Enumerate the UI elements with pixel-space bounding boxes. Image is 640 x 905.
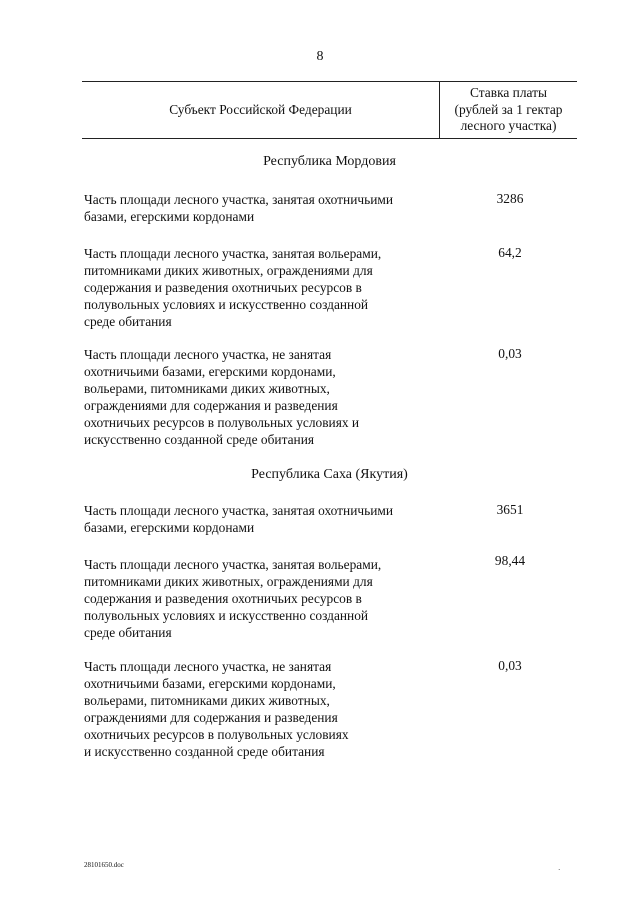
row-description-line: охотничьими базами, егерскими кордонами, [84, 676, 336, 691]
row-description-line: полувольных условиях и искусственно созданной [84, 608, 369, 623]
row-rate-value: 0,03 [498, 658, 522, 673]
column-header-subject: Субъект Российской Федерации [169, 102, 352, 117]
row-description-line: содержания и разведения охотничьих ресурсов в [84, 280, 362, 295]
row-description-line: питомниками диких животных, ограждениями для [84, 574, 373, 589]
row-description [84, 658, 444, 760]
row-description-line: питомниками диких животных, ограждениями для [84, 263, 373, 278]
row-description-line: охотничьими базами, егерскими кордонами, [84, 364, 336, 379]
footer-mark: · [558, 866, 561, 874]
column-header-rate [440, 85, 577, 135]
row-description [84, 346, 444, 448]
row-rate-value: 64,2 [498, 245, 522, 260]
region-heading: Республика Мордовия [263, 154, 396, 169]
row-description-line: и искусственно созданной среде обитания [84, 744, 325, 759]
row-description [84, 191, 444, 225]
row-description-line: Часть площади лесного участка, занятая охотничьими [84, 503, 394, 518]
row-rate-value: 3651 [496, 502, 524, 517]
row-description-line: полувольных условиях и искусственно созданной [84, 297, 369, 312]
footer-filename: 28101650.doc [84, 861, 124, 869]
row-description-line: вольерами, питомниками диких животных, [84, 693, 330, 708]
column-header-rate-line: Ставка платы [470, 85, 547, 100]
row-description-line: вольерами, питомниками диких животных, [84, 381, 330, 396]
row-description-line: ограждениями для содержания и разведения [84, 710, 338, 725]
row-rate-value: 98,44 [494, 553, 526, 568]
row-description [84, 245, 444, 330]
row-rate-value: 3286 [496, 191, 524, 206]
table-header-top-rule [82, 81, 577, 82]
row-description-line: среде обитания [84, 625, 172, 640]
row-description-line: содержания и разведения охотничьих ресурсов в [84, 591, 362, 606]
region-heading: Республика Саха (Якутия) [251, 467, 408, 482]
page-number: 8 [316, 49, 324, 64]
row-description-line: Часть площади лесного участка, не занятая [84, 347, 332, 362]
row-rate-value: 0,03 [498, 346, 522, 361]
row-description-line: Часть площади лесного участка, не занятая [84, 659, 332, 674]
row-description [84, 556, 444, 641]
row-description-line: Часть площади лесного участка, занятая вольерами, [84, 557, 382, 572]
column-header-rate-line: лесного участка) [460, 118, 557, 133]
row-description-line: охотничьих ресурсов в полувольных условиях и [84, 415, 360, 430]
row-description-line: охотничьих ресурсов в полувольных условиях [84, 727, 349, 742]
row-description-line: ограждениями для содержания и разведения [84, 398, 338, 413]
row-description-line: базами, егерскими кордонами [84, 520, 255, 535]
column-header-rate-line: (рублей за 1 гектар [454, 101, 563, 117]
row-description [84, 502, 444, 536]
table-header-bottom-rule [82, 138, 577, 139]
row-description-line: Часть площади лесного участка, занятая охотничьими [84, 192, 394, 207]
row-description-line: среде обитания [84, 314, 172, 329]
row-description-line: Часть площади лесного участка, занятая вольерами, [84, 246, 382, 261]
row-description-line: искусственно созданной среде обитания [84, 432, 315, 447]
row-description-line: базами, егерскими кордонами [84, 209, 255, 224]
